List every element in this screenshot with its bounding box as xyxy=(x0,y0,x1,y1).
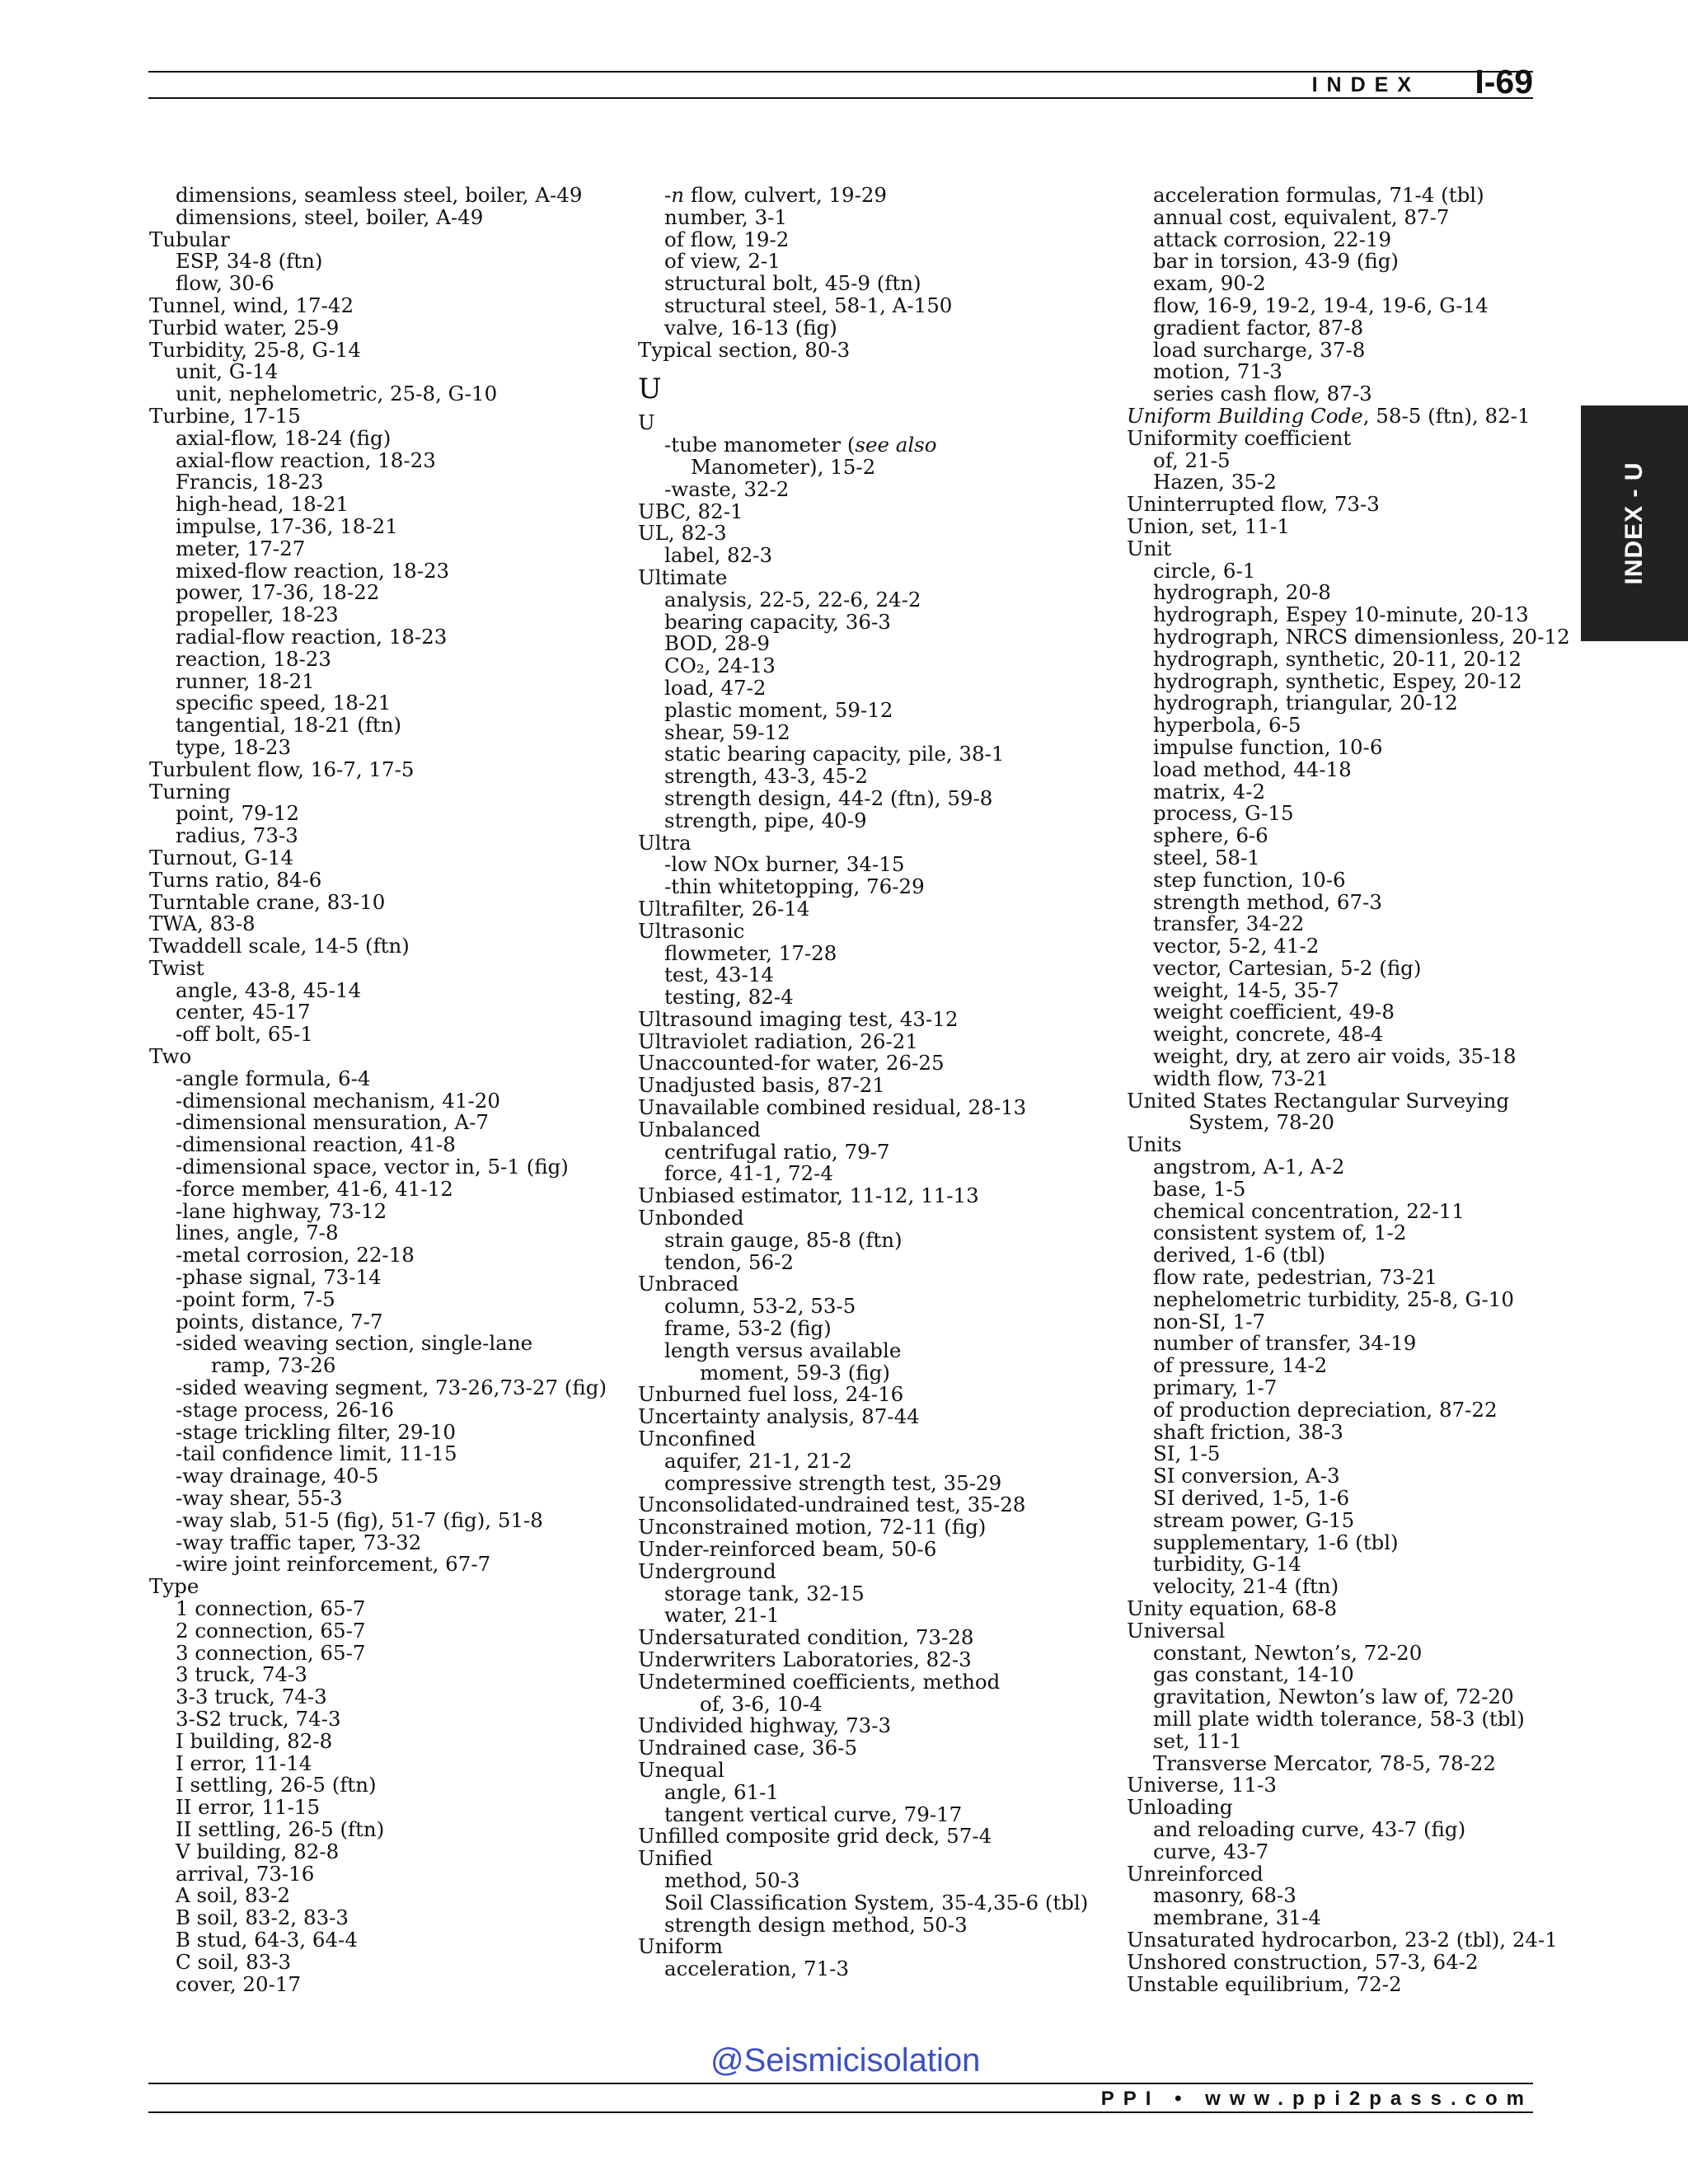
index-entry: compressive strength test, 35-29 xyxy=(664,1470,1002,1495)
index-entry: stream power, G-15 xyxy=(1153,1507,1355,1532)
index-entry: UL, 82-3 xyxy=(638,521,727,546)
index-entry: Ultraviolet radiation, 26-21 xyxy=(638,1029,918,1053)
index-entry: shear, 59-12 xyxy=(664,719,790,744)
index-entry: 3 connection, 65-7 xyxy=(176,1640,366,1665)
index-entry: series cash flow, 87-3 xyxy=(1153,382,1372,406)
index-entry: Unfilled composite grid deck, 57-4 xyxy=(638,1824,992,1849)
index-entry: water, 21-1 xyxy=(664,1603,780,1628)
index-entry: non-SI, 1-7 xyxy=(1153,1309,1266,1333)
index-entry: -waste, 32-2 xyxy=(664,476,790,501)
header-section-label: INDEX xyxy=(1311,73,1420,96)
index-entry: radius, 73-3 xyxy=(176,823,298,848)
index-entry: Unbiased estimator, 11-12, 11-13 xyxy=(638,1183,979,1208)
index-entry: Unshored construction, 57-3, 64-2 xyxy=(1127,1949,1479,1974)
index-entry: acceleration, 71-3 xyxy=(664,1957,850,1981)
index-entry: bar in torsion, 43-9 (fig) xyxy=(1153,249,1399,274)
index-entry: specific speed, 18-21 xyxy=(176,691,392,715)
index-entry: 3-3 truck, 74-3 xyxy=(176,1685,327,1709)
index-entry: Turnout, G-14 xyxy=(149,845,294,869)
index-entry: constant, Newton’s, 72-20 xyxy=(1153,1640,1423,1665)
index-tab[interactable] xyxy=(1581,405,1688,641)
index-entry: center, 45-17 xyxy=(176,1000,311,1024)
index-entry: dimensions, steel, boiler, A-49 xyxy=(176,204,484,229)
index-entry: point, 79-12 xyxy=(176,801,300,826)
index-entry: angle, 61-1 xyxy=(664,1779,780,1804)
index-entry: Uniformity coefficient xyxy=(1127,425,1352,450)
index-entry: -sided weaving section, single-lane xyxy=(176,1331,533,1356)
index-entry: aquifer, 21-1, 21-2 xyxy=(664,1448,852,1473)
index-entry: II error, 11-15 xyxy=(176,1795,321,1820)
index-entry: annual cost, equivalent, 87-7 xyxy=(1153,204,1450,229)
index-entry: motion, 71-3 xyxy=(1153,359,1282,384)
index-entry: ramp, 73-26 xyxy=(211,1353,336,1378)
index-entry: -lane highway, 73-12 xyxy=(176,1198,387,1223)
index-entry: Unadjusted basis, 87-21 xyxy=(638,1073,885,1098)
index-entry: Unconsolidated-undrained test, 35-28 xyxy=(638,1493,1026,1517)
index-entry: force, 41-1, 72-4 xyxy=(664,1161,833,1186)
index-entry: storage tank, 32-15 xyxy=(664,1581,865,1605)
index-entry: Underwriters Laboratories, 82-3 xyxy=(638,1647,972,1671)
index-entry: Unconfined xyxy=(638,1427,756,1451)
index-entry: load surcharge, 37-8 xyxy=(1153,337,1366,362)
index-entry: Undersaturated condition, 73-28 xyxy=(638,1625,974,1650)
index-entry: Unavailable combined residual, 28-13 xyxy=(638,1095,1027,1120)
index-entry: Typical section, 80-3 xyxy=(638,337,851,362)
index-entry: Unbonded xyxy=(638,1206,744,1230)
index-entry: C soil, 83-3 xyxy=(176,1949,292,1974)
index-entry: number of transfer, 34-19 xyxy=(1153,1331,1417,1356)
index-entry: reaction, 18-23 xyxy=(176,646,331,671)
index-entry: Universal xyxy=(1127,1618,1226,1643)
index-entry: vector, 5-2, 41-2 xyxy=(1153,934,1320,958)
index-entry: flowmeter, 17-28 xyxy=(664,940,837,965)
index-entry: Ultimate xyxy=(638,565,728,589)
index-entry: Ultrasonic xyxy=(638,918,745,943)
index-entry: Unsaturated hydrocarbon, 23-2 (tbl), 24-1 xyxy=(1127,1927,1558,1952)
index-entry: arrival, 73-16 xyxy=(176,1861,315,1886)
index-entry: centrifugal ratio, 79-7 xyxy=(664,1139,890,1164)
index-entry: Undetermined coefficients, method xyxy=(638,1669,1001,1694)
index-entry: Turbulent flow, 16-7, 17-5 xyxy=(149,757,415,781)
index-entry: Undrained case, 36-5 xyxy=(638,1736,858,1760)
index-entry: II settling, 26-5 (ftn) xyxy=(176,1816,385,1841)
index-entry: hyperbola, 6-5 xyxy=(1153,713,1301,738)
index-entry: primary, 1-7 xyxy=(1153,1376,1278,1400)
index-entry: acceleration formulas, 71-4 (tbl) xyxy=(1153,183,1484,207)
index-entry: dimensions, seamless steel, boiler, A-49 xyxy=(176,183,583,207)
index-entry: step function, 10-6 xyxy=(1153,867,1346,892)
index-column-1 xyxy=(149,185,611,1995)
index-entry: strength, 43-3, 45-2 xyxy=(664,764,868,789)
index-entry: V building, 82-8 xyxy=(176,1839,340,1863)
index-entry: -off bolt, 65-1 xyxy=(176,1022,313,1047)
header-rule-top xyxy=(148,71,1533,73)
section-letter-heading: U xyxy=(638,373,662,406)
index-entry: hydrograph, synthetic, Espey, 20-12 xyxy=(1153,668,1522,693)
index-entry: -dimensional space, vector in, 5-1 (fig) xyxy=(176,1155,569,1179)
index-entry: I building, 82-8 xyxy=(176,1728,333,1753)
index-entry: steel, 58-1 xyxy=(1153,845,1260,869)
index-entry: Tubular xyxy=(149,227,230,251)
index-entry: Twaddell scale, 14-5 (ftn) xyxy=(149,934,410,958)
index-entry: masonry, 68-3 xyxy=(1153,1883,1296,1908)
index-entry: -force member, 41-6, 41-12 xyxy=(176,1176,453,1201)
index-entry: Ultrasound imaging test, 43-12 xyxy=(638,1006,959,1031)
index-entry: flow, 30-6 xyxy=(176,271,274,296)
index-entry: -way drainage, 40-5 xyxy=(176,1464,379,1488)
index-entry: consistent system of, 1-2 xyxy=(1153,1221,1407,1245)
index-entry: of, 21-5 xyxy=(1153,448,1231,472)
index-entry: strength, pipe, 40-9 xyxy=(664,808,867,832)
index-entry: Ultrafilter, 26-14 xyxy=(638,896,810,921)
index-entry: Union, set, 11-1 xyxy=(1127,513,1290,538)
index-entry: shaft friction, 38-3 xyxy=(1153,1419,1343,1444)
index-entry: frame, 53-2 (fig) xyxy=(664,1316,832,1341)
index-entry: Uniform Building Code, 58-5 (ftn), 82-1 xyxy=(1127,403,1531,428)
index-entry: gravitation, Newton’s law of, 72-20 xyxy=(1153,1685,1514,1709)
index-entry: analysis, 22-5, 22-6, 24-2 xyxy=(664,587,921,612)
index-entry: Turbid water, 25-9 xyxy=(149,315,340,340)
index-entry: Unified xyxy=(638,1846,713,1871)
footer-rule-top xyxy=(148,2083,1533,2084)
index-column-2 xyxy=(638,185,1100,1980)
index-entry: United States Rectangular Surveying xyxy=(1127,1088,1510,1113)
index-entry: Unburned fuel loss, 24-16 xyxy=(638,1382,904,1407)
index-entry: bearing capacity, 36-3 xyxy=(664,609,891,634)
index-entry: tendon, 56-2 xyxy=(664,1249,794,1274)
index-tab-label: INDEX - U xyxy=(1620,462,1648,585)
index-entry: velocity, 21-4 (ftn) xyxy=(1153,1574,1339,1599)
index-entry: Ultra xyxy=(638,830,692,855)
index-entry: and reloading curve, 43-7 (fig) xyxy=(1153,1816,1466,1841)
index-entry: Unconstrained motion, 72-11 (fig) xyxy=(638,1515,987,1540)
index-entry: -stage process, 26-16 xyxy=(176,1397,394,1422)
index-entry: Transverse Mercator, 78-5, 78-22 xyxy=(1153,1750,1496,1775)
index-entry: tangential, 18-21 (ftn) xyxy=(176,713,402,738)
index-entry: process, G-15 xyxy=(1153,801,1294,826)
index-entry: U xyxy=(638,410,655,435)
index-entry: Unequal xyxy=(638,1757,724,1782)
index-entry: -low NOx burner, 34-15 xyxy=(664,852,905,877)
index-entry: membrane, 31-4 xyxy=(1153,1905,1321,1930)
index-entry: transfer, 34-22 xyxy=(1153,912,1305,936)
index-entry: -dimensional mensuration, A-7 xyxy=(176,1110,490,1135)
index-entry: -dimensional mechanism, 41-20 xyxy=(176,1088,500,1113)
index-entry: I error, 11-14 xyxy=(176,1750,312,1775)
index-entry: weight, 14-5, 35-7 xyxy=(1153,977,1339,1002)
index-entry: ESP, 34-8 (ftn) xyxy=(176,249,323,274)
index-entry: Hazen, 35-2 xyxy=(1153,470,1277,494)
index-entry: of view, 2-1 xyxy=(664,249,781,274)
index-entry: vector, Cartesian, 5-2 (fig) xyxy=(1153,955,1422,980)
index-entry: strength design method, 50-3 xyxy=(664,1912,968,1937)
index-entry: tangent vertical curve, 79-17 xyxy=(664,1802,963,1826)
index-entry: method, 50-3 xyxy=(664,1868,800,1892)
index-entry: -point form, 7-5 xyxy=(176,1286,335,1311)
index-entry: Unreinforced xyxy=(1127,1861,1264,1886)
index-entry: lines, angle, 7-8 xyxy=(176,1221,339,1245)
index-entry: Uninterrupted flow, 73-3 xyxy=(1127,492,1380,517)
index-entry: curve, 43-7 xyxy=(1153,1839,1269,1863)
index-entry: length versus available xyxy=(664,1338,902,1362)
index-entry: hydrograph, synthetic, 20-11, 20-12 xyxy=(1153,646,1522,671)
index-entry: CO₂, 24-13 xyxy=(664,654,776,678)
index-entry: high-head, 18-21 xyxy=(176,492,349,517)
index-entry: gas constant, 14-10 xyxy=(1153,1662,1354,1687)
index-entry: structural bolt, 45-9 (ftn) xyxy=(664,271,921,296)
index-entry: Undivided highway, 73-3 xyxy=(638,1713,892,1738)
index-entry: -phase signal, 73-14 xyxy=(176,1265,382,1290)
index-entry: -thin whitetopping, 76-29 xyxy=(664,874,925,899)
index-entry: circle, 6-1 xyxy=(1153,558,1256,583)
index-entry: static bearing capacity, pile, 38-1 xyxy=(664,742,1005,766)
index-entry: angle, 43-8, 45-14 xyxy=(176,977,362,1002)
index-entry: -tail confidence limit, 11-15 xyxy=(176,1441,457,1466)
index-entry: 3-S2 truck, 74-3 xyxy=(176,1706,341,1731)
index-entry: Two xyxy=(149,1044,192,1069)
index-entry: Tunnel, wind, 17-42 xyxy=(149,293,354,317)
index-entry: radial-flow reaction, 18-23 xyxy=(176,624,448,649)
index-entry: plastic moment, 59-12 xyxy=(664,697,893,722)
index-entry: width flow, 73-21 xyxy=(1153,1066,1329,1090)
index-entry: mill plate width tolerance, 58-3 (tbl) xyxy=(1153,1706,1525,1731)
index-entry: SI conversion, A-3 xyxy=(1153,1464,1340,1488)
index-entry: unit, G-14 xyxy=(176,359,279,384)
index-entry: supplementary, 1-6 (tbl) xyxy=(1153,1530,1399,1554)
index-entry: Turbidity, 25-8, G-14 xyxy=(149,337,361,362)
index-entry: weight, concrete, 48-4 xyxy=(1153,1022,1384,1047)
footer-publisher: PPI • www.ppi2pass.com xyxy=(1100,2088,1533,2110)
index-entry: -wire joint reinforcement, 67-7 xyxy=(176,1552,491,1577)
index-entry: 1 connection, 65-7 xyxy=(176,1596,366,1620)
watermark-text: @Seismicisolation xyxy=(710,2042,981,2079)
index-entry: BOD, 28-9 xyxy=(664,631,770,656)
index-entry: -stage trickling filter, 29-10 xyxy=(176,1419,456,1444)
index-entry: of, 3-6, 10-4 xyxy=(700,1691,823,1716)
index-entry: Uncertainty analysis, 87-44 xyxy=(638,1404,920,1429)
index-entry: Francis, 18-23 xyxy=(176,470,324,494)
index-entry: hydrograph, triangular, 20-12 xyxy=(1153,691,1458,715)
index-entry: -n flow, culvert, 19-29 xyxy=(664,183,888,207)
index-entry: hydrograph, Espey 10-minute, 20-13 xyxy=(1153,602,1529,627)
index-entry: Turbine, 17-15 xyxy=(149,403,301,428)
index-entry: SI, 1-5 xyxy=(1153,1441,1221,1466)
index-entry: -way shear, 55-3 xyxy=(176,1486,343,1511)
index-entry: B stud, 64-3, 64-4 xyxy=(176,1927,358,1952)
index-entry: Unity equation, 68-8 xyxy=(1127,1596,1338,1620)
index-entry: turbidity, G-14 xyxy=(1153,1552,1301,1577)
index-entry: Under-reinforced beam, 50-6 xyxy=(638,1537,937,1562)
index-entry: valve, 16-13 (fig) xyxy=(664,315,837,340)
index-entry: hydrograph, 20-8 xyxy=(1153,580,1331,605)
index-entry: unit, nephelometric, 25-8, G-10 xyxy=(176,382,498,406)
index-entry: Underground xyxy=(638,1558,776,1583)
index-entry: propeller, 18-23 xyxy=(176,602,339,627)
index-entry: type, 18-23 xyxy=(176,734,292,759)
index-entry: sphere, 6-6 xyxy=(1153,823,1268,848)
index-entry: Twist xyxy=(149,955,204,980)
index-entry: I settling, 26-5 (ftn) xyxy=(176,1773,377,1797)
index-entry: 2 connection, 65-7 xyxy=(176,1618,366,1643)
index-entry: moment, 59-3 (fig) xyxy=(700,1360,890,1385)
index-entry: Turns ratio, 84-6 xyxy=(149,867,322,892)
index-entry: weight, dry, at zero air voids, 35-18 xyxy=(1153,1044,1517,1069)
index-entry: angstrom, A-1, A-2 xyxy=(1153,1155,1345,1179)
index-entry: set, 11-1 xyxy=(1153,1728,1242,1753)
index-entry: weight coefficient, 49-8 xyxy=(1153,1000,1395,1024)
index-entry: impulse, 17-36, 18-21 xyxy=(176,513,398,538)
index-entry: label, 82-3 xyxy=(664,543,773,568)
index-entry: UBC, 82-1 xyxy=(638,499,743,523)
index-entry: load, 47-2 xyxy=(664,675,767,700)
index-entry: Units xyxy=(1127,1132,1182,1157)
index-entry: power, 17-36, 18-22 xyxy=(176,580,380,605)
index-entry: strain gauge, 85-8 (ftn) xyxy=(664,1227,903,1252)
footer-rule-bottom xyxy=(148,2111,1533,2113)
index-entry: Uniform xyxy=(638,1934,724,1959)
index-entry: points, distance, 7-7 xyxy=(176,1309,383,1333)
index-entry: flow, 16-9, 19-2, 19-4, 19-6, G-14 xyxy=(1153,293,1489,317)
index-entry: matrix, 4-2 xyxy=(1153,779,1266,804)
index-entry: Soil Classification System, 35-4,35-6 (tbl) xyxy=(664,1890,1089,1915)
index-entry: number, 3-1 xyxy=(664,204,788,229)
index-entry: flow rate, pedestrian, 73-21 xyxy=(1153,1265,1438,1290)
index-entry: Unbalanced xyxy=(638,1117,761,1141)
index-entry: System, 78-20 xyxy=(1189,1110,1334,1135)
page-number: I-69 xyxy=(1475,63,1533,101)
index-entry: -way traffic taper, 73-32 xyxy=(176,1530,422,1554)
index-entry: base, 1-5 xyxy=(1153,1176,1246,1201)
index-entry: runner, 18-21 xyxy=(176,668,315,693)
index-entry: -metal corrosion, 22-18 xyxy=(176,1243,415,1268)
index-entry: Turning xyxy=(149,779,231,804)
index-entry: Type xyxy=(149,1574,199,1599)
index-entry: strength design, 44-2 (ftn), 59-8 xyxy=(664,785,993,810)
index-entry: attack corrosion, 22-19 xyxy=(1153,227,1392,251)
index-entry: strength method, 67-3 xyxy=(1153,889,1382,914)
index-entry: mixed-flow reaction, 18-23 xyxy=(176,558,450,583)
index-entry: -angle formula, 6-4 xyxy=(176,1066,371,1090)
index-entry: TWA, 83-8 xyxy=(149,912,256,936)
index-entry: hydrograph, NRCS dimensionless, 20-12 xyxy=(1153,624,1570,649)
index-entry: cover, 20-17 xyxy=(176,1971,302,1996)
index-entry: of flow, 19-2 xyxy=(664,227,790,251)
index-entry: derived, 1-6 (tbl) xyxy=(1153,1243,1326,1268)
index-entry: of production depreciation, 87-22 xyxy=(1153,1397,1498,1422)
index-entry: -way slab, 51-5 (fig), 51-7 (fig), 51-8 xyxy=(176,1507,543,1532)
index-entry: test, 43-14 xyxy=(664,963,774,987)
index-entry: -tube manometer (see also xyxy=(664,433,937,457)
index-entry: SI derived, 1-5, 1-6 xyxy=(1153,1486,1350,1511)
index-entry: B soil, 83-2, 83-3 xyxy=(176,1905,349,1930)
index-entry: chemical concentration, 22-11 xyxy=(1153,1198,1465,1223)
index-entry: axial-flow reaction, 18-23 xyxy=(176,448,436,472)
index-entry: Turntable crane, 83-10 xyxy=(149,889,386,914)
index-entry: nephelometric turbidity, 25-8, G-10 xyxy=(1153,1286,1514,1311)
index-entry: impulse function, 10-6 xyxy=(1153,734,1383,759)
index-entry: column, 53-2, 53-5 xyxy=(664,1294,856,1319)
index-entry: Unaccounted-for water, 26-25 xyxy=(638,1051,945,1076)
index-entry: Unstable equilibrium, 72-2 xyxy=(1127,1971,1402,1996)
index-entry: Universe, 11-3 xyxy=(1127,1773,1278,1797)
index-entry: meter, 17-27 xyxy=(176,536,306,560)
index-entry: structural steel, 58-1, A-150 xyxy=(664,293,953,317)
index-entry: testing, 82-4 xyxy=(664,985,794,1010)
index-entry: -dimensional reaction, 41-8 xyxy=(176,1132,456,1157)
index-entry: gradient factor, 87-8 xyxy=(1153,315,1364,340)
index-entry: Unit xyxy=(1127,536,1172,560)
header-rule-bottom xyxy=(148,97,1533,99)
index-entry: exam, 90-2 xyxy=(1153,271,1266,296)
index-entry: Unloading xyxy=(1127,1795,1233,1820)
index-entry: -sided weaving segment, 73-26,73-27 (fig) xyxy=(176,1376,607,1400)
index-entry: Unbraced xyxy=(638,1272,739,1296)
index-entry: load method, 44-18 xyxy=(1153,757,1352,781)
index-entry: axial-flow, 18-24 (fig) xyxy=(176,425,392,450)
index-entry: A soil, 83-2 xyxy=(176,1883,291,1908)
index-entry: Manometer), 15-2 xyxy=(691,454,876,479)
index-column-3 xyxy=(1127,185,1588,1995)
index-entry: of pressure, 14-2 xyxy=(1153,1353,1328,1378)
index-entry: 3 truck, 74-3 xyxy=(176,1662,307,1687)
